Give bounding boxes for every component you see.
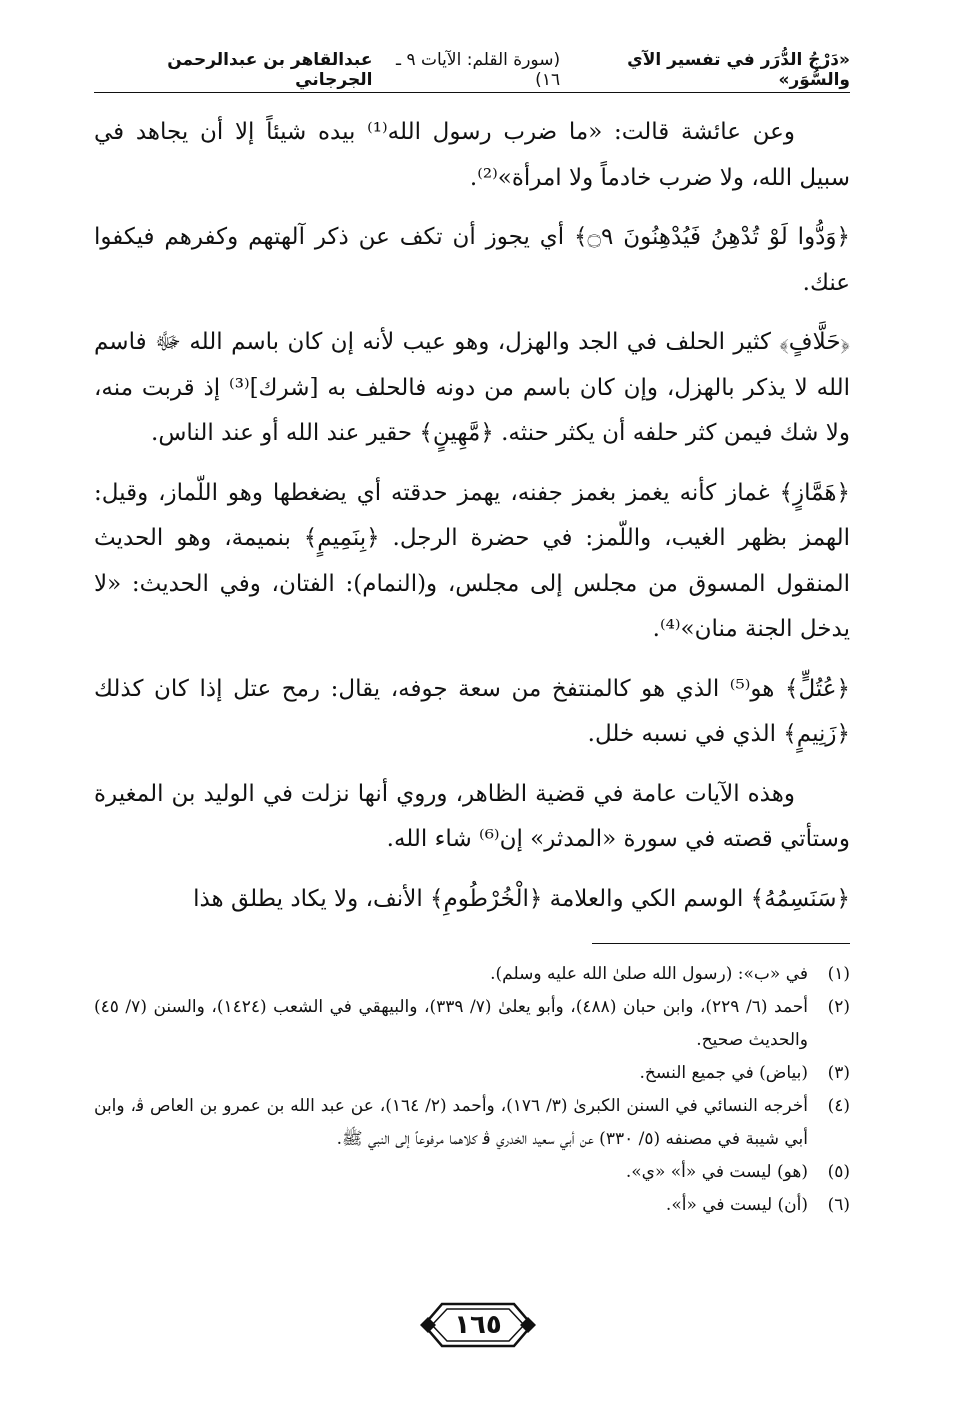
header-book-title: «دَرْجُ الدُّرَر في تفسير الآي والسُّوَر» [627,50,850,90]
footnote-item [94,1090,850,1156]
running-header [94,50,850,90]
footnote-number: (١) [827,964,850,984]
paragraph-walid: وهذه الآيات عامة في قضية الظاهر، وروي أنها نزلت في الوليد بن المغيرة وستأتي قصته في سورة «المدثر» إن⁽⁶⁾ شاء الله. [94,780,850,852]
footnote-item [94,1189,850,1222]
paragraph-aisha-hadith: وعن عائشة قالت: «ما ضرب رسول الله⁽¹⁾ بيده شيئاً إلا أن يجاهد في سبيل الله، ولا ضرب خادماً ولا امرأة»⁽²⁾. [94,119,850,191]
paragraph-hallaf: ﴿حَلَّافٍ﴾ كثير الحلف في الجد والهزل، وهو عيب لأنه إن كان باسم الله ﷻ فاسم الله لا يذكر بالهزل، وإن كان باسم من دونه فالحلف به [شرك]⁽³⁾ إذ قربت منه، ولا شك فيمن كثر حلفه أن يكثر حنثه. ﴿مَّهِينٍ﴾ حقير عند الله أو عند الناس. [94,329,851,446]
header-divider [94,92,850,93]
footnote-text: (بياض) في جميع النسخ. [639,1063,808,1083]
paragraph-sanasimuh: ﴿سَنَسِمُهُ﴾ الوسم الكي والعلامة ﴿الْخُرْطُومِ﴾ الأنف، ولا يكاد يطلق هذا [193,885,850,912]
paragraph-hammaz: ﴿هَمَّازٍ﴾ غماز كأنه يغمز بغمز جفنه، يهمز حدقته أي يضغطها وهو اللّماز، وقيل: الهمز بظهر الغيب، واللّمز: في حضرة الرجل. ﴿بِنَمِيمٍ﴾ بنميمة، وهو الحديث المنقول المسوق من مجلس إلى مجلس، و(النمام): الفتان، وفي الحديث: «لا يدخل الجنة منان»⁽⁴⁾. [94,479,850,642]
footnote-divider [592,943,850,944]
page-number: ١٦٥ [454,1310,502,1340]
header-author: عبدالقاهر بن عبدالرحمن الجرجاني [167,50,373,90]
footnotes [94,958,850,1222]
footnote-text: في «ب»: (رسول الله صلىٰ الله عليه وسلم). [490,964,808,984]
footnote-text: (هو) ليست في «أ» «ي». [625,1162,808,1182]
footnote-item [94,1156,850,1189]
footnote-number: (٥) [827,1162,850,1182]
footnote-number: (٢) [827,997,850,1017]
footnote-item [94,991,850,1057]
footnote-number: (٦) [827,1195,850,1215]
paragraph-verse-9: ﴿وَدُّوا لَوْ تُدْهِنُ فَيُدْهِنُونَ ۝٩﴾ أي يجوز أن تكف عن ذكر آلهتهم وكفرهم فيكفوا عنك. [94,224,850,296]
footnote-item [94,1057,850,1090]
footnote-number: (٣) [827,1063,850,1083]
footnote-number: (٤) [827,1096,850,1116]
main-text [94,110,850,936]
footnote-item [94,958,850,991]
footnote-text: أحمد (٦/ ٢٢٩)، وابن حبان (٤٨٨)، وأبو يعلىٰ (٧/ ٣٣٩)، والبيهقي في الشعب (١٤٢٤)، والسنن (٧/ ٤٥) والحديث صحيح. [94,997,808,1050]
header-surah-range: (سورة القلم: الآيات ٩ ـ ١٦) [396,50,561,90]
footnote-text: أخرجه النسائي في السنن الكبرىٰ (٣/ ١٧٦)، وأحمد (٢/ ١٦٤)، عن عبد الله بن عمرو بن العاص ﭬ، وابن أبي شيبة في مصنفه (٥/ ٣٣٠) عن أبي سعيد الخدري ﭬ كلاهما مرفوعاً إلى النبي ﷺ. [94,1096,808,1149]
footnote-text: (أن) ليست في «أ». [665,1195,808,1215]
paragraph-utul: ﴿عُتُلٍّ﴾ هو⁽⁵⁾ الذي هو كالمنتفخ من سعة جوفه، يقال: رمح عتل إذا كان كذلك ﴿زَنِيمٍ﴾ الذي في نسبه خلل. [94,675,850,747]
